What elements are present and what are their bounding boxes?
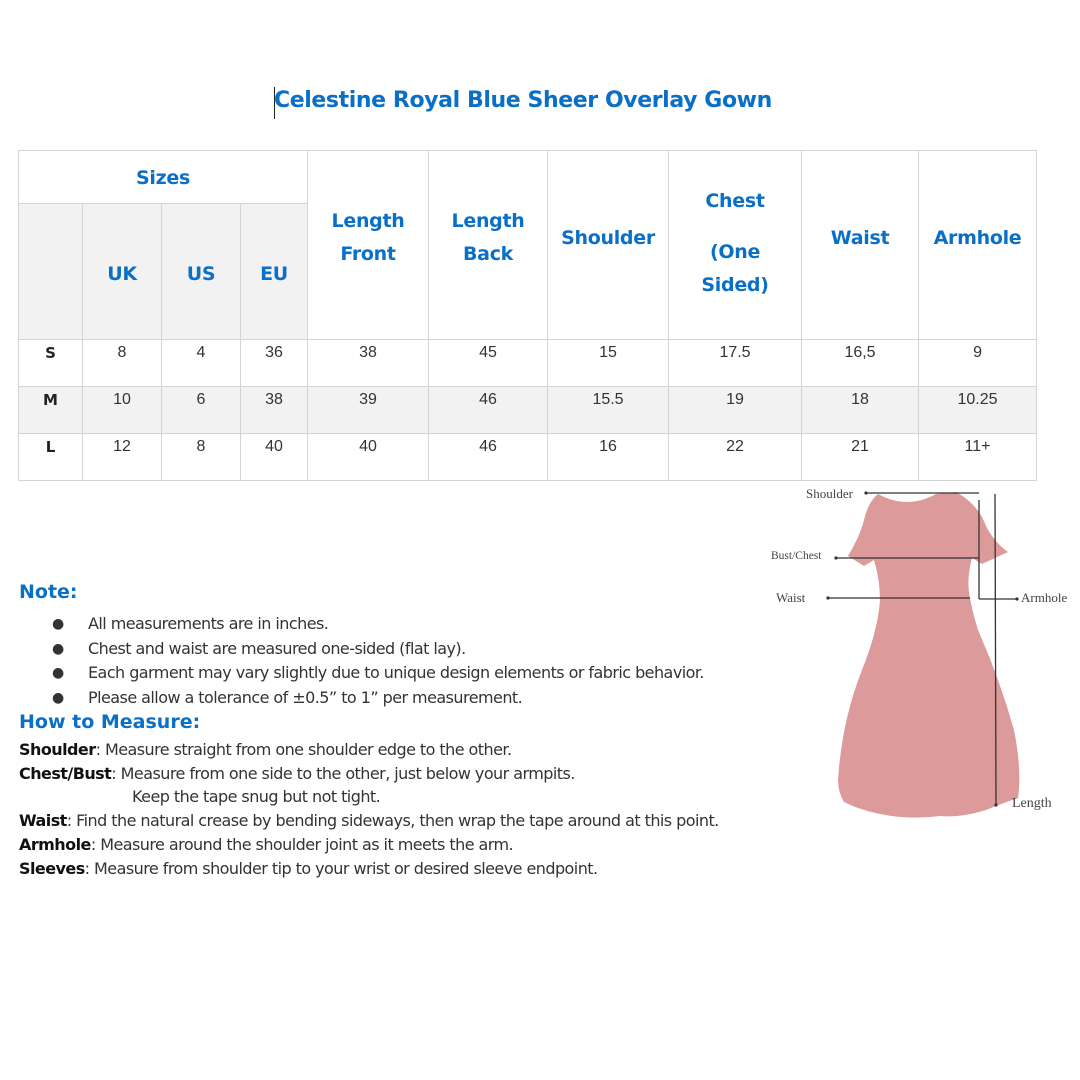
note-list xyxy=(48,612,704,710)
cell-waist: 18 xyxy=(802,387,919,434)
cell-eu: 36 xyxy=(241,340,308,387)
cell-eu: 40 xyxy=(241,434,308,481)
cell-shoulder: 15 xyxy=(548,340,669,387)
bullet-icon: ● xyxy=(52,616,64,632)
col-header-eu: EU xyxy=(241,204,308,340)
cell-chest: 17.5 xyxy=(669,340,802,387)
col-header-size-blank xyxy=(19,204,83,340)
measurement-diagram xyxy=(760,480,1080,830)
cell-uk: 8 xyxy=(83,340,162,387)
col-header-length-back: Length Back xyxy=(429,151,548,340)
cell-length-front: 40 xyxy=(308,434,429,481)
cell-us: 8 xyxy=(162,434,241,481)
note-heading: Note: xyxy=(19,581,78,603)
col-header-length-front: Length Front xyxy=(308,151,429,340)
table-row-l xyxy=(19,434,1037,481)
size-label: M xyxy=(19,387,83,434)
diagram-label-waist: Waist xyxy=(776,590,806,605)
cell-us: 4 xyxy=(162,340,241,387)
how-to-measure-heading: How to Measure: xyxy=(19,711,201,733)
col-header-us: US xyxy=(162,204,241,340)
cell-armhole: 11+ xyxy=(919,434,1037,481)
bullet-icon: ● xyxy=(52,689,64,706)
size-label: S xyxy=(19,340,83,387)
cell-armhole: 9 xyxy=(919,340,1037,387)
cell-eu: 38 xyxy=(241,387,308,434)
cell-uk: 12 xyxy=(83,434,162,481)
header-row-1 xyxy=(19,151,1037,204)
col-header-chest: Chest (One Sided) xyxy=(669,151,802,340)
cell-waist: 21 xyxy=(802,434,919,481)
table-row-s xyxy=(19,340,1037,387)
diagram-label-armhole: Armhole xyxy=(1021,590,1068,605)
cell-length-back: 46 xyxy=(429,387,548,434)
measure-instruction-armhole: Armhole: Measure around the shoulder joint as it meets the arm. xyxy=(19,834,514,854)
bullet-icon: ● xyxy=(52,640,64,657)
cell-waist: 16,5 xyxy=(802,340,919,387)
cell-shoulder: 15.5 xyxy=(548,387,669,434)
size-chart-table xyxy=(18,150,1037,481)
note-item: ● Please allow a tolerance of ±0.5” to 1” per measurement. xyxy=(48,686,704,711)
dress-illustration-icon xyxy=(760,480,1080,830)
cell-chest: 22 xyxy=(669,434,802,481)
col-header-uk: UK xyxy=(83,204,162,340)
how-to-measure-list xyxy=(19,738,719,880)
col-header-armhole: Armhole xyxy=(919,151,1037,340)
col-header-shoulder: Shoulder xyxy=(548,151,669,340)
measure-instruction-chest: Chest/Bust: Measure from one side to the other, just below your armpits. xyxy=(19,763,575,783)
note-item: ● Each garment may vary slightly due to unique design elements or fabric behavior. xyxy=(48,661,704,686)
cell-shoulder: 16 xyxy=(548,434,669,481)
cell-chest: 19 xyxy=(669,387,802,434)
diagram-label-bust-chest: Bust/Chest xyxy=(771,550,822,562)
cell-length-back: 45 xyxy=(429,340,548,387)
measure-instruction-chest-continuation: Keep the tape snug but not tight. xyxy=(132,787,381,807)
measure-instruction-sleeves: Sleeves: Measure from shoulder tip to your wrist or desired sleeve endpoint. xyxy=(19,858,598,878)
bullet-icon: ● xyxy=(52,665,64,681)
cell-length-back: 46 xyxy=(429,434,548,481)
cell-us: 6 xyxy=(162,387,241,434)
diagram-label-length: Length xyxy=(1012,796,1052,811)
diagram-label-shoulder: Shoulder xyxy=(806,486,853,501)
note-item: ● All measurements are in inches. xyxy=(48,612,704,637)
cell-armhole: 10.25 xyxy=(919,387,1037,434)
table-row-m xyxy=(19,387,1037,434)
cell-uk: 10 xyxy=(83,387,162,434)
measure-instruction-shoulder: Shoulder: Measure straight from one shoulder edge to the other. xyxy=(19,740,512,759)
col-header-waist: Waist xyxy=(802,151,919,340)
measure-instruction-waist: Waist: Find the natural crease by bending sideways, then wrap the tape around at this point. xyxy=(19,811,719,831)
size-label: L xyxy=(19,434,83,481)
page-title: Celestine Royal Blue Sheer Overlay Gown xyxy=(274,88,772,113)
cell-length-front: 39 xyxy=(308,387,429,434)
note-item: ● Chest and waist are measured one-sided (flat lay). xyxy=(48,637,704,662)
sizes-group-header: Sizes xyxy=(19,151,308,204)
cell-length-front: 38 xyxy=(308,340,429,387)
